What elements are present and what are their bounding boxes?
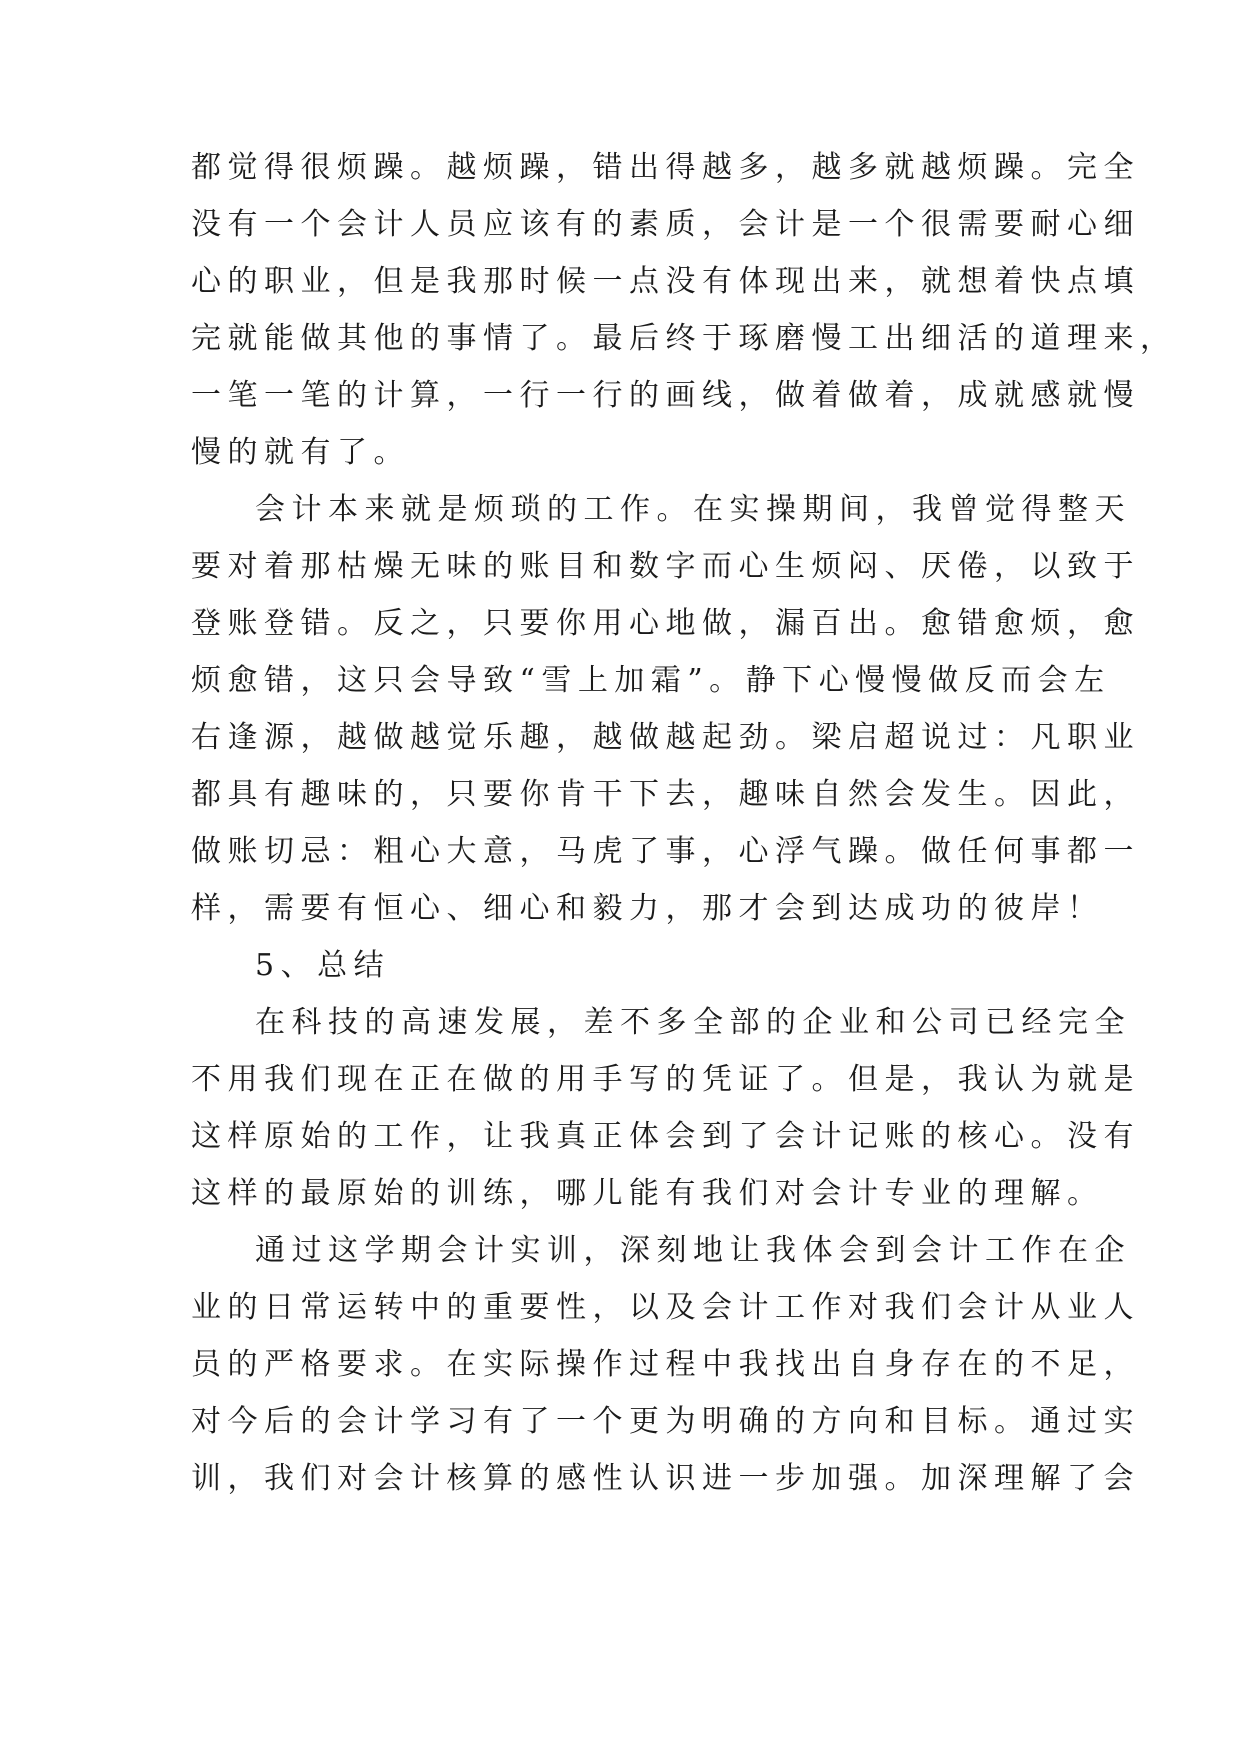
text-line: 没有一个会计人员应该有的素质，会计是一个很需要耐心细 [191,207,1140,242]
text-line: 烦愈错，这只会导致“雪上加霜”。静下心慢慢做反而会左 [191,663,1111,698]
text-line: 要对着那枯燥无味的账目和数字而心生烦闷、厌倦，以致于 [191,549,1140,584]
text-line: 一笔一笔的计算，一行一行的画线，做着做着，成就感就慢 [191,378,1140,413]
text-line: 这样原始的工作，让我真正体会到了会计记账的核心。没有 [191,1119,1140,1154]
text-line: 都具有趣味的，只要你肯干下去，趣味自然会发生。因此， [191,777,1140,812]
text-line: 心的职业，但是我那时候一点没有体现出来，就想着快点填 [191,264,1140,299]
text-line: 右逢源，越做越觉乐趣，越做越起劲。梁启超说过：凡职业 [191,720,1140,755]
paragraph-first-line: 会计本来就是烦琐的工作。在实操期间，我曾觉得整天 [255,492,1131,527]
paragraph-first-line: 在科技的高速发展，差不多全部的企业和公司已经完全 [255,1005,1131,1040]
paragraph-first-line: 通过这学期会计实训，深刻地让我体会到会计工作在企 [255,1233,1131,1268]
text-line: 员的严格要求。在实际操作过程中我找出自身存在的不足， [191,1347,1140,1382]
text-line: 都觉得很烦躁。越烦躁，错出得越多，越多就越烦躁。完全 [191,150,1140,185]
text-line: 登账登错。反之，只要你用心地做，漏百出。愈错愈烦，愈 [191,606,1140,641]
text-line: 完就能做其他的事情了。最后终于琢磨慢工出细活的道理来， [191,321,1177,356]
text-line: 做账切忌：粗心大意，马虎了事，心浮气躁。做任何事都一 [191,834,1140,869]
text-line: 慢的就有了。 [191,435,410,470]
text-line: 样，需要有恒心、细心和毅力，那才会到达成功的彼岸！ [191,891,1104,926]
text-line: 业的日常运转中的重要性，以及会计工作对我们会计从业人 [191,1290,1140,1325]
text-line: 不用我们现在正在做的用手写的凭证了。但是，我认为就是 [191,1062,1140,1097]
text-line: 这样的最原始的训练，哪儿能有我们对会计专业的理解。 [191,1176,1104,1211]
section-heading: 5、总结 [255,948,391,983]
text-line: 训，我们对会计核算的感性认识进一步加强。加深理解了会 [191,1461,1140,1496]
text-line: 对今后的会计学习有了一个更为明确的方向和目标。通过实 [191,1404,1140,1439]
